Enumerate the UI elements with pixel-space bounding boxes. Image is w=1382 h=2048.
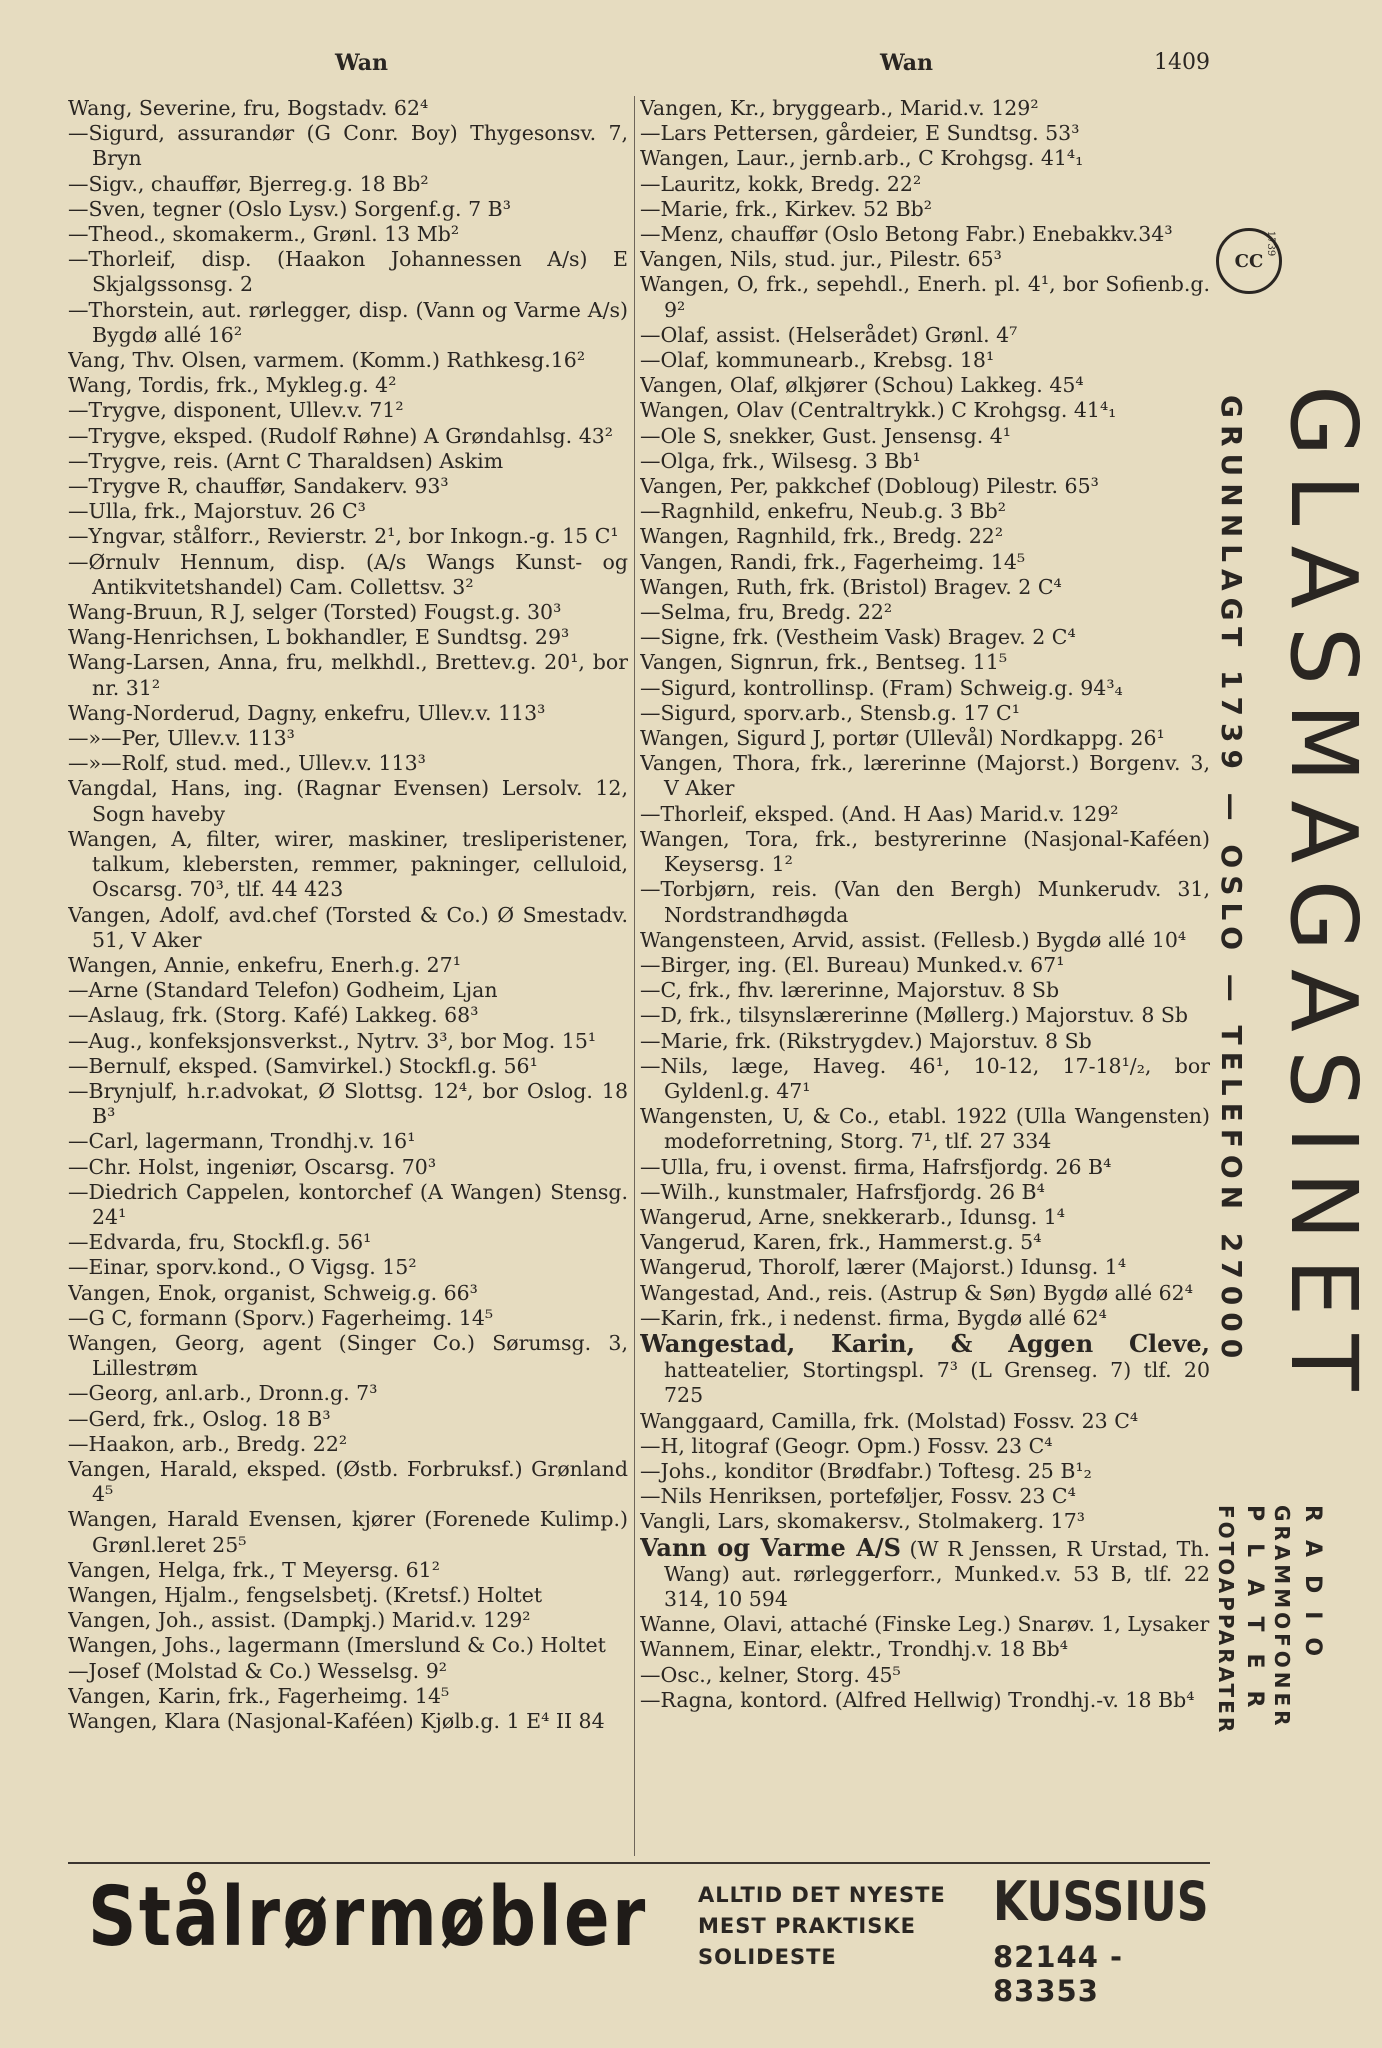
directory-entry: —Carl, lagermann, Trondhj.v. 16¹ [68, 1129, 416, 1154]
directory-entry: —Josef (Molstad & Co.) Wesselsg. 9² [68, 1658, 447, 1683]
directory-entry: Vangen, Randi, frk., Fagerheimg. 14⁵ [640, 549, 1026, 574]
directory-entry: Vangen, Enok, organist, Schweig.g. 66³ [68, 1280, 478, 1305]
directory-entry: —C, frk., fhv. lærerinne, Majorstuv. 8 Sb [640, 978, 1060, 1003]
side-ad-product-fotoapparater: FOTOAPPARATER [1214, 1505, 1238, 1736]
directory-entry: —Chr. Holst, ingeniør, Oscarsg. 70³ [68, 1154, 437, 1179]
directory-entry: Vangen, Per, pakkchef (Dobloug) Pilestr. 65³ [640, 474, 1099, 499]
entry-bold-name: Vann og Varme A/S [640, 1532, 901, 1562]
directory-entry: —Nils Henriksen, porteføljer, Fossv. 23 C⁴ [640, 1484, 1076, 1509]
directory-entry: Wang, Severine, fru, Bogstadv. 62⁴ [68, 96, 429, 120]
glasmagasinet-logo [1212, 218, 1284, 308]
directory-entry: —Sigurd, sporv.arb., Stensb.g. 17 C¹ [640, 700, 1020, 725]
directory-entry: —Wilh., kunstmaler, Hafrsfjordg. 26 B⁴ [640, 1179, 1045, 1204]
directory-entry: Wang, Tordis, frk., Mykleg.g. 4² [68, 373, 397, 398]
directory-entry: Wangen, A, filter, wirer, maskiner, tresliperistener, talkum, klebersten, remmer, pakninger, celluloid, Oscarsg. 70³, tlf. 44 423 [68, 826, 628, 902]
directory-entry: —Haakon, arb., Bredg. 22² [68, 1431, 348, 1456]
directory-entry: Wang-Larsen, Anna, fru, melkhdl., Brettev.g. 20¹, bor nr. 31² [68, 650, 628, 700]
directory-entry: Wangen, O, frk., sepehdl., Enerh. pl. 4¹, bor Sofienb.g. 9² [640, 272, 1210, 322]
directory-entry: —»—Rolf, stud. med., Ullev.v. 113³ [68, 751, 426, 776]
directory-entry: —Brynjulf, h.r.advokat, Ø Slottsg. 12⁴, bor Oslog. 18 B³ [68, 1078, 628, 1129]
directory-entry: —D, frk., tilsynslærerinne (Møllerg.) Majorstuv. 8 Sb [640, 1003, 1189, 1028]
directory-entry: Vangerud, Karen, frk., Hammerst.g. 5⁴ [640, 1230, 1042, 1255]
directory-entry: —Trygve, disponent, Ullev.v. 71² [68, 398, 404, 423]
side-ad-product-grammofoner: GRAMMOFONER [1270, 1505, 1294, 1730]
directory-entry: Vangen, Karin, frk., Fagerheimg. 14⁵ [68, 1683, 450, 1708]
directory-entry: —Edvarda, fru, Stockfl.g. 56¹ [68, 1230, 372, 1255]
directory-entry: —Ulla, frk., Majorstuv. 26 C³ [68, 499, 366, 524]
directory-entry: Wangen, Tora, frk., bestyrerinne (Nasjonal-Kaféen) Keysersg. 1² [640, 826, 1210, 877]
directory-entry: Vangen, Adolf, avd.chef (Torsted & Co.) Ø Smestadv. 51, V Aker [68, 902, 628, 952]
directory-entry: Wannem, Einar, elektr., Trondhj.v. 18 Bb⁴ [640, 1637, 1069, 1662]
directory-entry: —Nils, læge, Haveg. 46¹, 10-12, 17-18¹/₂, bor Gyldenl.g. 47¹ [640, 1053, 1210, 1103]
directory-entry: —Theod., skomakerm., Grønl. 13 Mb² [68, 222, 460, 247]
directory-entry: Wangen, Harald Evensen, kjører (Forenede Kulimp.) Grønl.leret 25⁵ [68, 1507, 628, 1557]
directory-entry: —Bernulf, eksped. (Samvirkel.) Stockfl.g. 56¹ [68, 1053, 538, 1078]
bottom-rule [68, 1862, 1210, 1864]
directory-entry: —Signe, frk. (Vestheim Vask) Bragev. 2 C⁴ [640, 625, 1076, 650]
directory-entry: Wang-Henrichsen, L bokhandler, E Sundtsg. 29³ [68, 625, 570, 650]
directory-entry: —Ørnulv Hennum, disp. (A/s Wangs Kunst- og Antikvitetshandel) Cam. Collettsv. 3² [68, 549, 628, 599]
bottom-advertisement [68, 1870, 1210, 2010]
logo-year: 1739 [1265, 230, 1277, 257]
directory-entry: Vangen, Nils, stud. jur., Pilestr. 65³ [640, 247, 1002, 272]
directory-entry: —Johs., konditor (Brødfabr.) Toftesg. 25 B¹₂ [640, 1458, 1092, 1483]
directory-entry: Wang-Norderud, Dagny, enkefru, Ullev.v. 113³ [68, 700, 546, 725]
side-ad-brand: GLASMAGASINET [1270, 385, 1377, 1409]
directory-entry: Wangen, Laur., jernb.arb., C Krohgsg. 41⁴₁ [640, 146, 1084, 171]
directory-entry: Vangen, Olaf, ølkjører (Schou) Lakkeg. 45⁴ [640, 373, 1084, 398]
directory-entry: —Torbjørn, reis. (Van den Bergh) Munkerudv. 31, Nordstrandhøgda [640, 877, 1210, 927]
directory-entry: —Menz, chauffør (Oslo Betong Fabr.) Enebakkv.34³ [640, 222, 1173, 247]
directory-entry: —Olaf, kommunearb., Krebsg. 18¹ [640, 348, 995, 373]
directory-entry: —Arne (Standard Telefon) Godheim, Ljan [68, 978, 498, 1003]
page-header [70, 50, 1210, 80]
header-left-word: Wan [335, 50, 389, 76]
left-directory-column [68, 96, 628, 1856]
directory-entry: Wangen, Olav (Centraltrykk.) C Krohgsg. 41⁴₁ [640, 398, 1117, 423]
directory-entry: Wanne, Olavi, attaché (Finske Leg.) Snarøv. 1, Lysaker [640, 1612, 1210, 1637]
directory-entry: —»—Per, Ullev.v. 113³ [68, 726, 295, 751]
directory-entry: Wangen, Georg, agent (Singer Co.) Sørumsg. 3, Lillestrøm [68, 1330, 628, 1381]
directory-entry: —H, litograf (Geogr. Opm.) Fossv. 23 C⁴ [640, 1433, 1053, 1458]
directory-entry: Wangen, Hjalm., fengselsbetj. (Kretsf.) Holtet [68, 1582, 543, 1607]
directory-entry: Wangensten, U, & Co., etabl. 1922 (Ulla Wangensten) modeforretning, Storg. 7¹, tlf. 27 334 [640, 1104, 1210, 1154]
directory-entry: —Sven, tegner (Oslo Lysv.) Sorgenf.g. 7 B³ [68, 196, 511, 221]
directory-entry: Wangerud, Thorolf, lærer (Majorst.) Idunsg. 1⁴ [640, 1255, 1127, 1280]
directory-entry: —Selma, fru, Bredg. 22² [640, 600, 893, 625]
directory-entry: Wangen, Ruth, frk. (Bristol) Bragev. 2 C⁴ [640, 574, 1062, 599]
directory-entry: —Olaf, assist. (Helserådet) Grønl. 4⁷ [640, 322, 1018, 347]
directory-entry: —Einar, sporv.kond., O Vigsg. 15² [68, 1255, 417, 1280]
directory-entry: —Lars Pettersen, gårdeier, E Sundtsg. 53³ [640, 121, 1080, 146]
directory-entry: Vangen, Joh., assist. (Dampkj.) Marid.v. 129² [68, 1608, 531, 1633]
directory-entry: Vangen, Signrun, frk., Bentseg. 11⁵ [640, 650, 1008, 675]
directory-entry: Wanggaard, Camilla, frk. (Molstad) Fossv. 23 C⁴ [640, 1408, 1139, 1433]
directory-entry: —Lauritz, kokk, Bredg. 22² [640, 171, 922, 196]
directory-entry: —Marie, frk. (Rikstrygdev.) Majorstuv. 8 Sb [640, 1028, 1092, 1053]
directory-entry: —Ole S, snekker, Gust. Jensensg. 4¹ [640, 423, 1011, 448]
directory-entry: —Ulla, fru, i ovenst. firma, Hafrsfjordg. 26 B⁴ [640, 1154, 1112, 1179]
directory-entry: —Georg, anl.arb., Dronn.g. 7³ [68, 1381, 378, 1406]
ad-phones: 82144 - 83353 [993, 1940, 1124, 2008]
right-directory-column [640, 96, 1210, 1856]
entry-bold-name: Wangestad, Karin, & Aggen Cleve, [640, 1328, 1210, 1358]
page-number: 1409 [1154, 50, 1210, 75]
directory-entry [640, 1328, 1210, 1409]
directory-entry: —G C, formann (Sporv.) Fagerheimg. 14⁵ [68, 1305, 494, 1330]
directory-entry: Wangen, Johs., lagermann (Imerslund & Co.) Holtet [68, 1633, 606, 1658]
directory-entry: —Marie, frk., Kirkev. 52 Bb² [640, 196, 933, 221]
directory-entry: —Gerd, frk., Oslog. 18 B³ [68, 1406, 331, 1431]
directory-entry: —Trygve, reis. (Arnt C Tharaldsen) Askim [68, 448, 504, 473]
column-divider [634, 96, 635, 1856]
directory-entry: Wangen, Sigurd J, portør (Ullevål) Nordkappg. 26¹ [640, 726, 1165, 751]
directory-entry: —Trygve, eksped. (Rudolf Røhne) A Grøndahlsg. 43² [68, 423, 614, 448]
directory-entry: —Birger, ing. (El. Bureau) Munked.v. 67¹ [640, 952, 1065, 977]
side-ad-product-plater: PLATER [1242, 1505, 1267, 1730]
side-ad-subtitle: GRUNNLAGT 1739 — OSLO — TELEFON 27000 [1215, 395, 1248, 1366]
ad-line-2: MEST PRAKTISKE [698, 1914, 916, 1938]
directory-entry: —Thorstein, aut. rørlegger, disp. (Vann og Varme A/s) Bygdø allé 16² [68, 297, 628, 347]
directory-entry: —Ragnhild, enkefru, Neub.g. 3 Bb² [640, 499, 1006, 524]
ad-brand: KUSSIUS [993, 1870, 1209, 1933]
directory-entry: Vangdal, Hans, ing. (Ragnar Evensen) Lersolv. 12, Sogn haveby [68, 776, 628, 826]
directory-entry: —Olga, frk., Wilsesg. 3 Bb¹ [640, 448, 921, 473]
entry-rest: hatteatelier, Stortingspl. 7³ (L Grenseg. 7) tlf. 20 725 [664, 1358, 1210, 1408]
directory-entry: —Sigv., chauffør, Bjerreg.g. 18 Bb² [68, 171, 429, 196]
ad-taglines [698, 1880, 946, 1973]
directory-entry: —Ragna, kontord. (Alfred Hellwig) Trondhj.-v. 18 Bb⁴ [640, 1687, 1195, 1712]
directory-entry: —Karin, frk., i nedenst. firma, Bygdø allé 62⁴ [640, 1305, 1107, 1330]
directory-entry: —Osc., kelner, Storg. 45⁵ [640, 1662, 901, 1687]
logo-letters: CC [1234, 250, 1264, 272]
header-right-word: Wan [880, 50, 934, 76]
directory-entry: Wangen, Annie, enkefru, Enerh.g. 27¹ [68, 952, 461, 977]
directory-entry: —Aug., konfeksjonsverkst., Nytrv. 3³, bor Mog. 15¹ [68, 1028, 597, 1053]
directory-entry: Wang-Bruun, R J, selger (Torsted) Fougst.g. 30³ [68, 600, 562, 625]
directory-entry: Wangerud, Arne, snekkerarb., Idunsg. 1⁴ [640, 1204, 1065, 1229]
directory-entry: Vangen, Kr., bryggearb., Marid.v. 129² [640, 96, 1039, 120]
directory-entry: —Aslaug, frk. (Storg. Kafé) Lakkeg. 68³ [68, 1003, 479, 1028]
directory-entry: Vangen, Helga, frk., T Meyersg. 61² [68, 1557, 440, 1582]
ad-line-1: ALLTID DET NYESTE [698, 1883, 946, 1907]
directory-entry: —Sigurd, kontrollinsp. (Fram) Schweig.g. 94³₄ [640, 675, 1123, 700]
entry-rest: (W R Jenssen, R Urstad, Th. Wang) aut. rørleggerforr., Munked.v. 53 B, tlf. 22 314, 10 594 [664, 1536, 1210, 1611]
directory-entry [640, 1532, 1210, 1613]
directory-entry: Vangen, Harald, eksped. (Østb. Forbruksf.) Grønland 4⁵ [68, 1456, 628, 1507]
directory-entry: Wangen, Ragnhild, frk., Bredg. 22² [640, 524, 1004, 549]
directory-entry: Vang, Thv. Olsen, varmem. (Komm.) Rathkesg.16² [68, 348, 586, 373]
directory-entry: —Trygve R, chauffør, Sandakerv. 93³ [68, 474, 449, 499]
directory-entry: Wangen, Klara (Nasjonal-Kaféen) Kjølb.g. 1 E⁴ II 84 [68, 1709, 605, 1733]
directory-entry: —Sigurd, assurandør (G Conr. Boy) Thygesonsv. 7, Bryn [68, 121, 628, 171]
directory-entry: —Yngvar, stålforr., Revierstr. 2¹, bor Inkogn.-g. 15 C¹ [68, 524, 619, 549]
directory-entry: Wangensteen, Arvid, assist. (Fellesb.) Bygdø allé 10⁴ [640, 927, 1187, 952]
directory-entry: Wangestad, And., reis. (Astrup & Søn) Bygdø allé 62⁴ [640, 1280, 1193, 1305]
side-ad-product-radio: RADIO [1300, 1505, 1325, 1675]
directory-entry: —Thorleif, disp. (Haakon Johannessen A/s) E Skjalgssonsg. 2 [68, 247, 628, 297]
directory-entry: —Diedrich Cappelen, kontorchef (A Wangen) Stensg. 24¹ [68, 1179, 628, 1229]
ad-title: Stålrørmøbler [88, 1870, 648, 1965]
directory-entry: Vangli, Lars, skomakersv., Stolmakerg. 17³ [640, 1509, 1085, 1534]
ad-line-3: SOLIDESTE [698, 1945, 837, 1969]
directory-entry: Vangen, Thora, frk., lærerinne (Majorst.) Borgenv. 3, V Aker [640, 751, 1210, 801]
directory-entry: —Thorleif, eksped. (And. H Aas) Marid.v. 129² [640, 801, 1119, 826]
